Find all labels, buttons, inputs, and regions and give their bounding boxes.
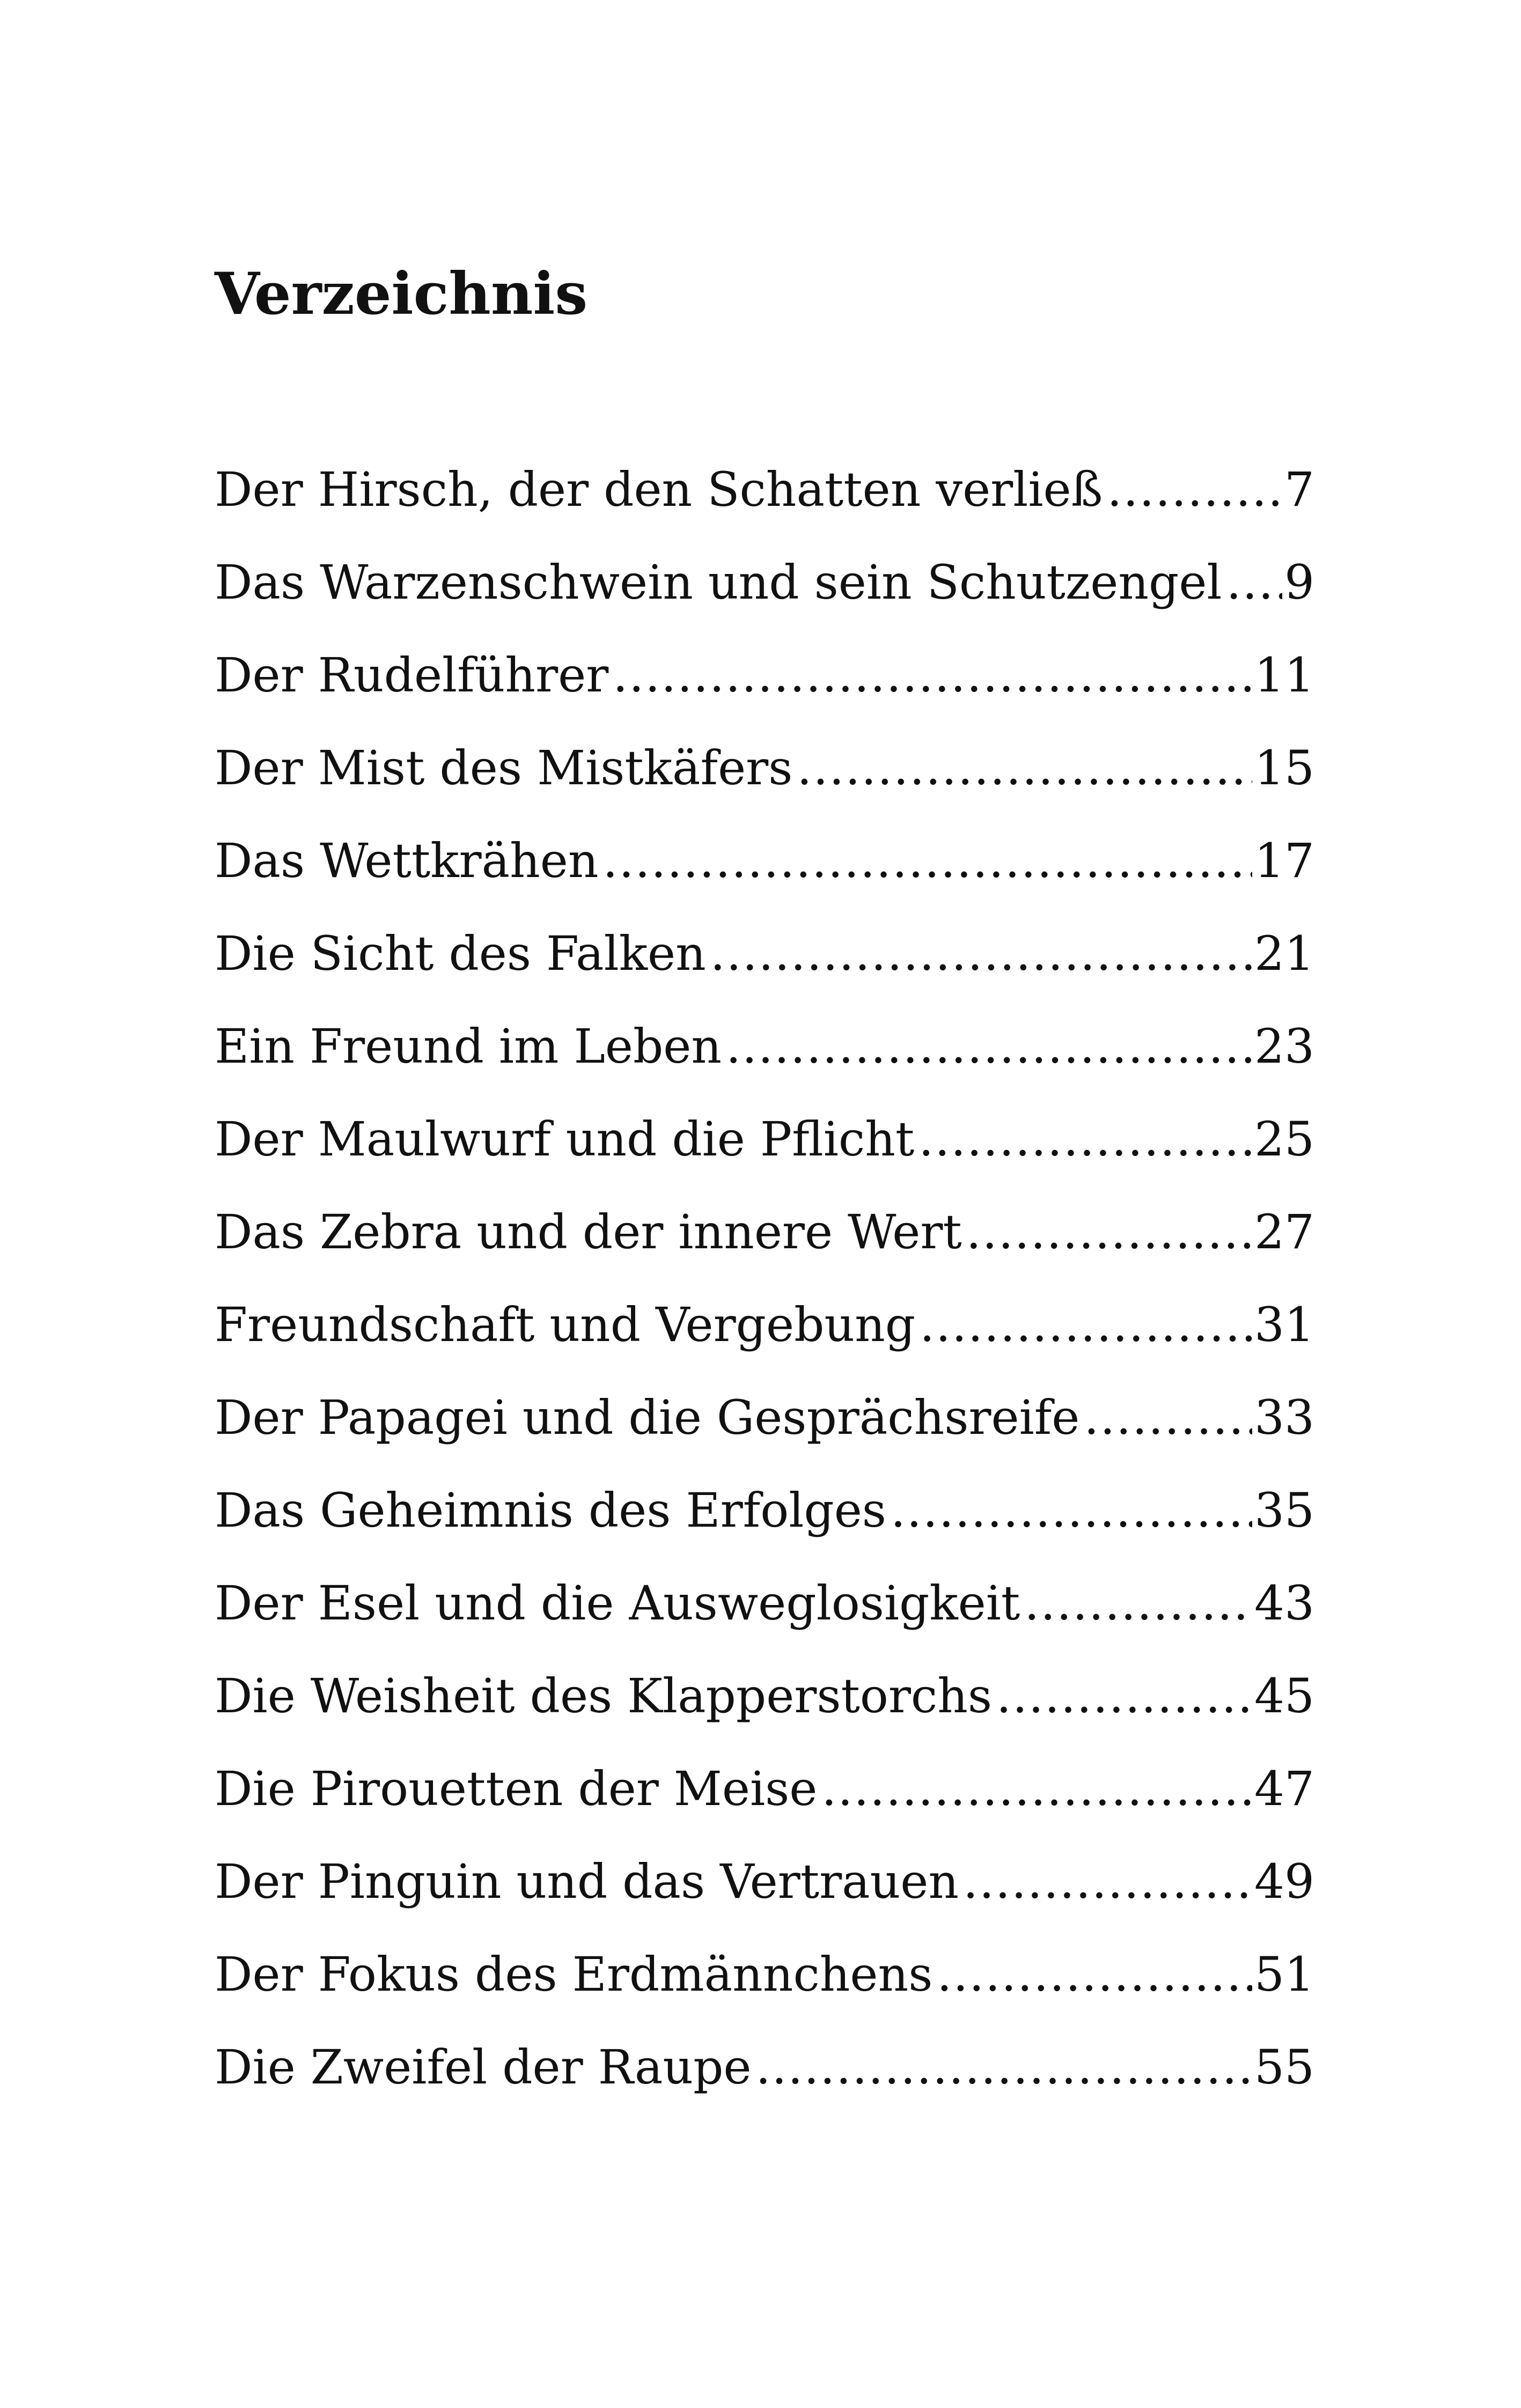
dot-leader	[963, 1842, 1252, 1922]
toc-entry	[215, 1656, 1314, 1749]
toc-entry-title: Das Zebra und der innere Wert	[215, 1204, 962, 1260]
toc-page-number: 51	[1254, 1947, 1314, 2002]
toc-page-number: 11	[1254, 647, 1314, 703]
toc-entry	[215, 1285, 1314, 1378]
toc-entry-title: Der Mist des Mistkäfers	[215, 740, 793, 796]
dot-leader	[1084, 1378, 1252, 1458]
dot-leader	[710, 914, 1252, 994]
toc-entry	[215, 635, 1314, 728]
toc-entry-title: Der Pinguin und das Vertrauen	[215, 1854, 959, 1909]
toc-entry-title: Die Weisheit des Klapperstorchs	[215, 1668, 993, 1724]
toc-page-number: 47	[1254, 1761, 1314, 1816]
toc-entry-title: Der Maulwurf und die Pflicht	[215, 1111, 915, 1167]
toc-entry	[215, 542, 1314, 635]
toc-entry-title: Das Wettkrähen	[215, 833, 599, 888]
toc-entry-title: Der Esel und die Ausweglosigkeit	[215, 1575, 1020, 1631]
toc-page-number: 35	[1254, 1483, 1314, 1538]
toc-entry-title: Der Rudelführer	[215, 647, 609, 703]
dot-leader	[755, 2027, 1252, 2108]
toc-entry-title: Das Warzenschwein und sein Schutzengel	[215, 555, 1222, 610]
toc-page-number: 27	[1254, 1204, 1314, 1260]
toc-page-number: 17	[1254, 833, 1314, 888]
toc-entry	[215, 728, 1314, 821]
toc-entry	[215, 1749, 1314, 1842]
toc-page-number: 55	[1254, 2039, 1314, 2095]
toc-entry	[215, 1192, 1314, 1285]
toc-entry	[215, 821, 1314, 914]
toc-entry	[215, 450, 1314, 542]
toc-entry-title: Der Papagei und die Gesprächsreife	[215, 1390, 1080, 1445]
toc-entry-title: Ein Freund im Leben	[215, 1019, 722, 1074]
toc-entry	[215, 1470, 1314, 1563]
dot-leader	[613, 635, 1252, 716]
toc-entry	[215, 1934, 1314, 2027]
toc-entry	[215, 2027, 1314, 2120]
dot-leader	[797, 728, 1252, 808]
toc-entry-title: Die Zweifel der Raupe	[215, 2039, 752, 2095]
toc-page-number: 7	[1284, 462, 1314, 517]
dot-leader	[1107, 450, 1282, 530]
toc-page-number: 21	[1254, 926, 1314, 981]
toc-entry	[215, 1099, 1314, 1192]
toc-entry-title: Der Fokus des Erdmännchens	[215, 1947, 933, 2002]
toc-page-number: 43	[1254, 1575, 1314, 1631]
toc-entry	[215, 1563, 1314, 1656]
dot-leader	[1226, 542, 1282, 623]
toc-page-number: 9	[1284, 555, 1314, 610]
toc-entry-title: Das Geheimnis des Erfolges	[215, 1483, 886, 1538]
toc-page-number: 15	[1254, 740, 1314, 796]
toc-page-number: 33	[1254, 1390, 1314, 1445]
toc-page-number: 49	[1254, 1854, 1314, 1909]
dot-leader	[996, 1656, 1252, 1736]
dot-leader	[1024, 1563, 1252, 1644]
toc-page-number: 25	[1254, 1111, 1314, 1167]
toc-page-number: 31	[1254, 1297, 1314, 1352]
dot-leader	[919, 1099, 1252, 1180]
toc-entry-title: Freundschaft und Vergebung	[215, 1297, 916, 1352]
table-of-contents	[215, 450, 1314, 2120]
toc-entry	[215, 914, 1314, 1006]
toc-entry	[215, 1006, 1314, 1099]
dot-leader	[966, 1192, 1252, 1272]
toc-entry-title: Der Hirsch, der den Schatten verließ	[215, 462, 1103, 517]
dot-leader	[821, 1749, 1252, 1829]
toc-entry	[215, 1378, 1314, 1470]
dot-leader	[937, 1934, 1252, 2015]
toc-entry-title: Die Sicht des Falken	[215, 926, 706, 981]
toc-page-number: 23	[1254, 1019, 1314, 1074]
toc-entry-title: Die Pirouetten der Meise	[215, 1761, 818, 1816]
dot-leader	[726, 1006, 1252, 1087]
dot-leader	[603, 821, 1253, 901]
dot-leader	[920, 1285, 1252, 1365]
dot-leader	[891, 1470, 1252, 1551]
toc-entry	[215, 1842, 1314, 1934]
toc-page-number: 45	[1254, 1668, 1314, 1724]
page-title: Verzeichnis	[215, 260, 588, 328]
